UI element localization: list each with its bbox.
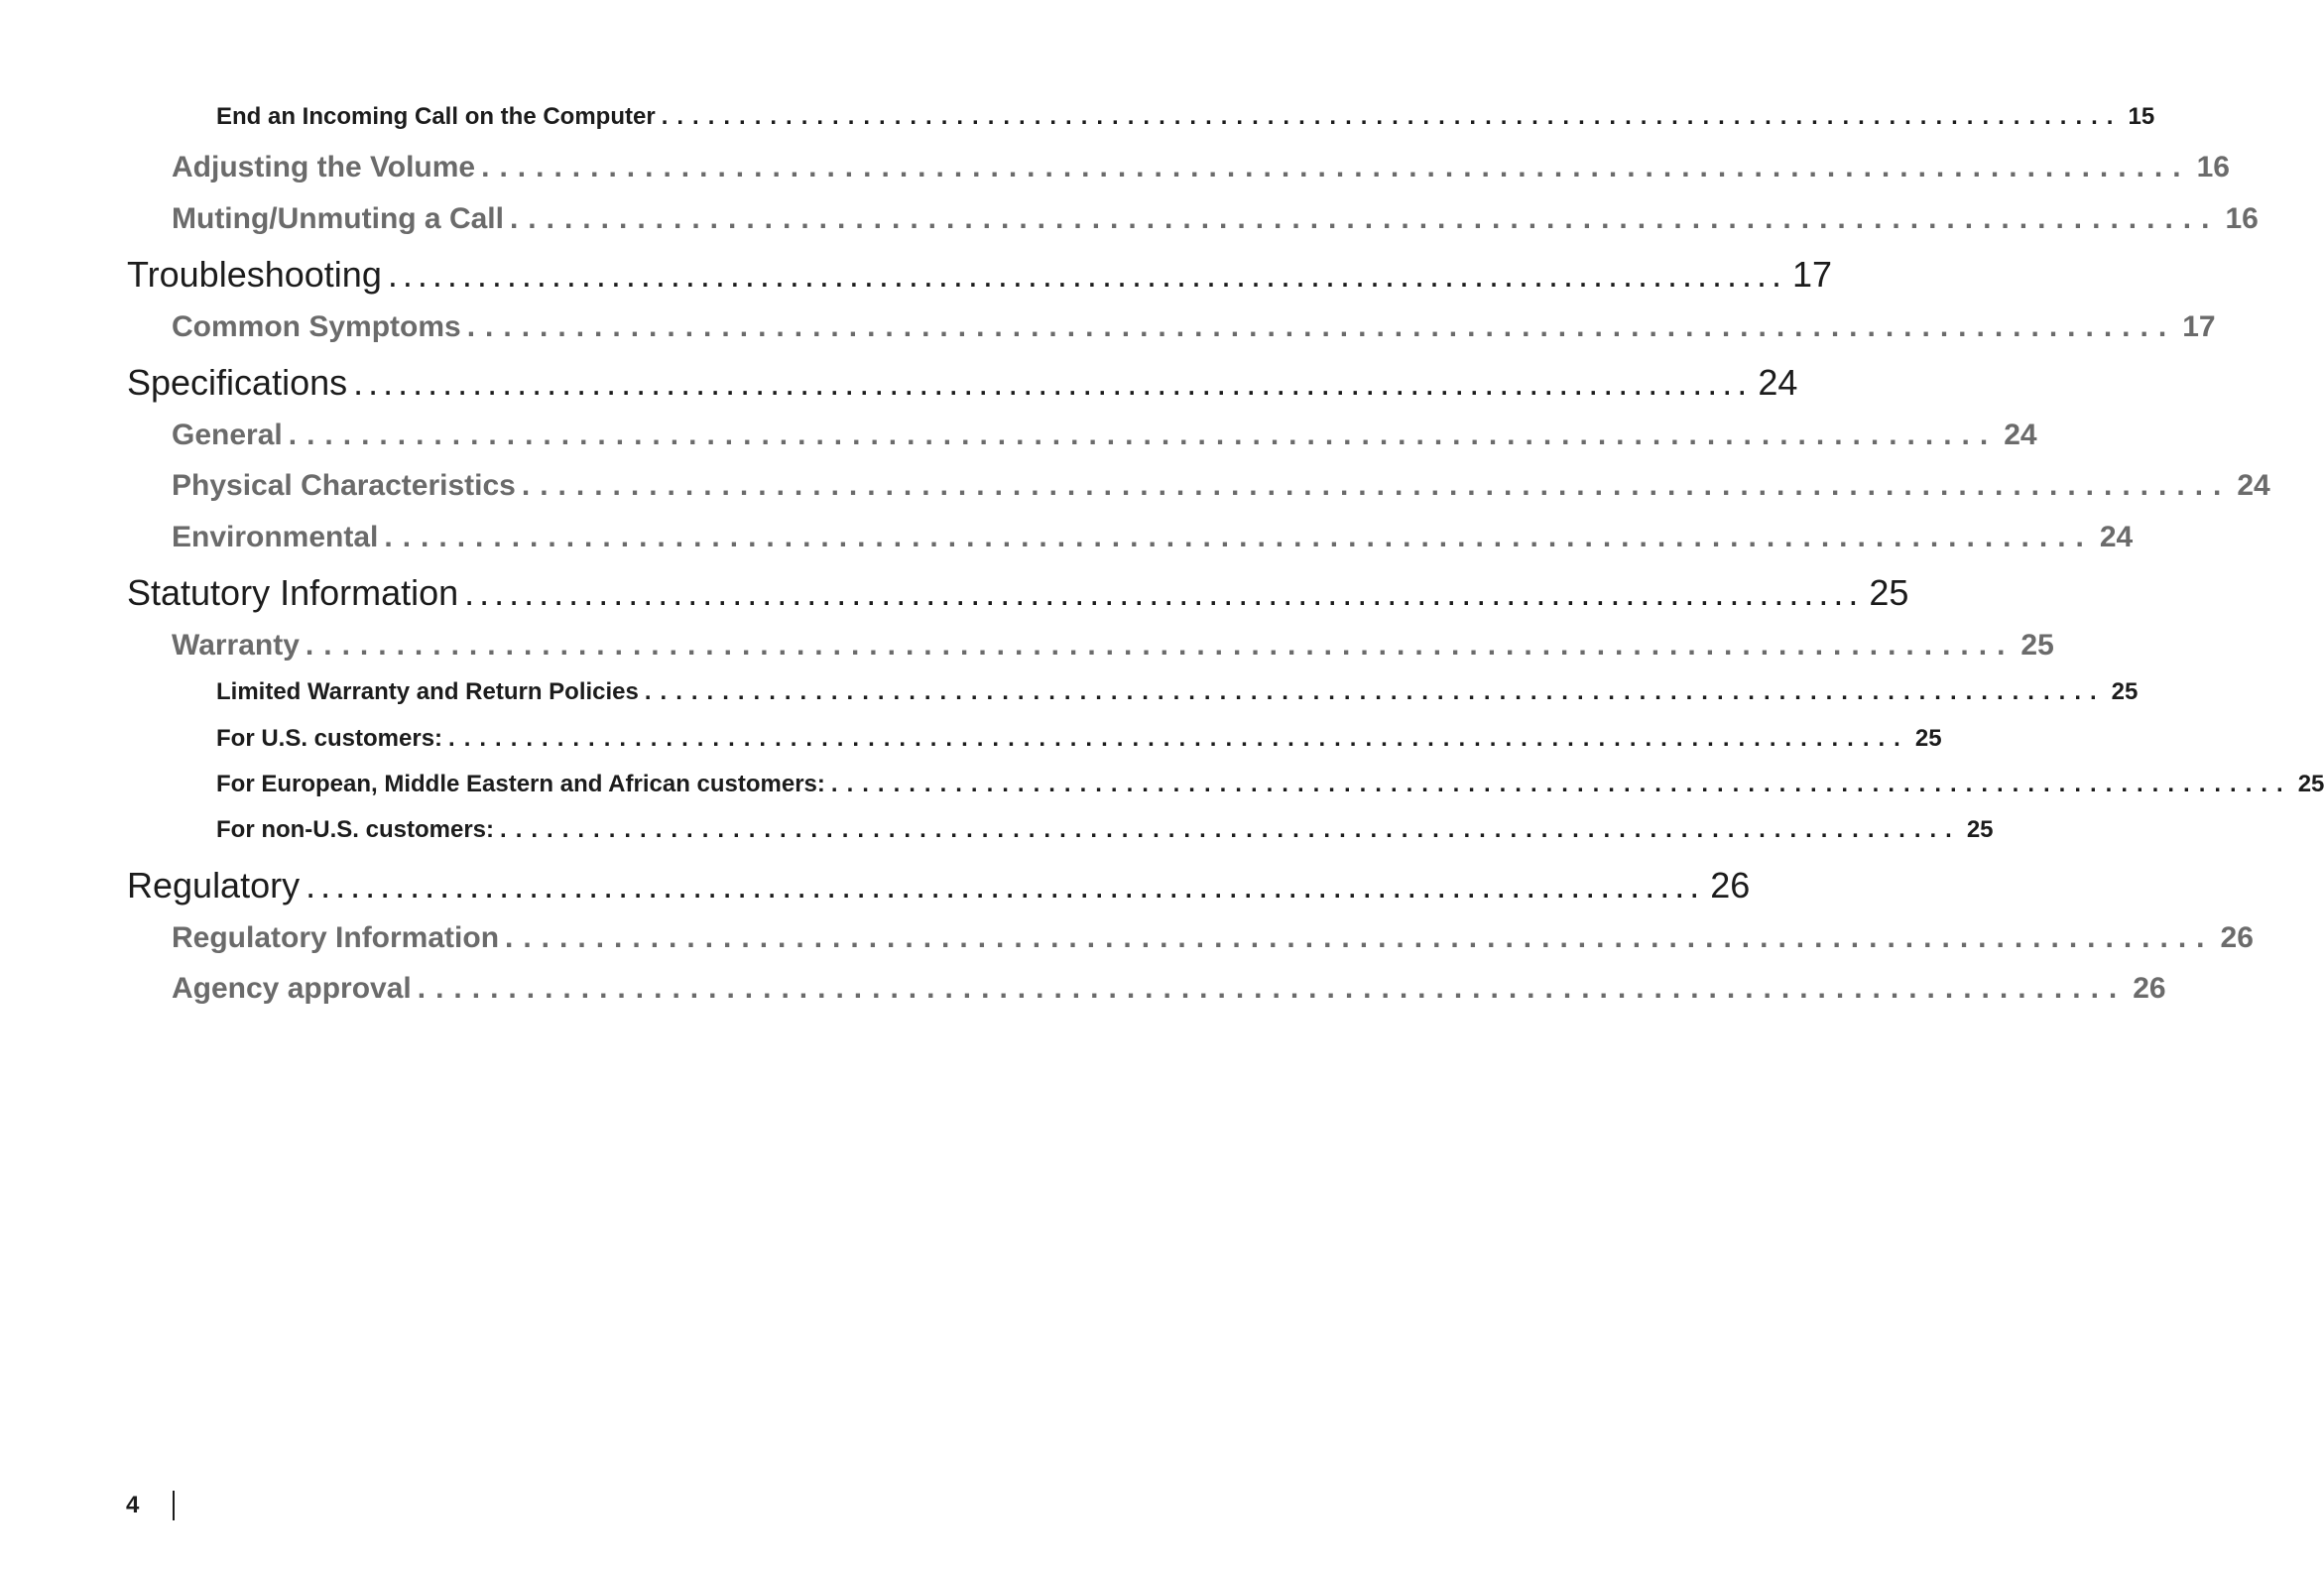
toc-entry-page: 26 (2220, 921, 2254, 954)
dot-leader: .............................................................................................. (353, 362, 1753, 403)
toc-entry-title: Environmental (172, 521, 379, 553)
dot-leader: .............................................................................................. (288, 419, 1999, 451)
toc-entry[interactable] (216, 725, 1942, 753)
dot-leader: .............................................................................................. (521, 469, 2232, 502)
toc-entry[interactable] (172, 202, 2259, 236)
toc-entry-page: 24 (2004, 419, 2037, 451)
toc-entry-page: 17 (2182, 310, 2216, 343)
dot-leader: .............................................................................................. (661, 103, 2123, 130)
toc-entry-title: For European, Middle Eastern and African customers: (216, 771, 825, 797)
footer-separator (173, 1491, 175, 1520)
toc-entry-page: 25 (1966, 816, 1994, 843)
toc-entry-title: Limited Warranty and Return Policies (216, 678, 639, 705)
toc-entry-page: 24 (2237, 469, 2270, 502)
toc-entry[interactable] (172, 151, 2230, 184)
toc-entry-title: Regulatory (127, 865, 301, 906)
toc-entry-title: End an Incoming Call on the Computer (216, 103, 656, 130)
toc-entry-page: 16 (2196, 151, 2230, 183)
dot-leader: .............................................................................................. (448, 725, 1909, 752)
dot-leader: .............................................................................................. (384, 521, 2094, 553)
toc-entry[interactable] (172, 419, 2037, 452)
toc-entry-page: 15 (2128, 103, 2155, 130)
toc-entry-page: 25 (2020, 629, 2054, 662)
toc-entry-title: For U.S. customers: (216, 725, 443, 752)
toc-entry[interactable] (172, 921, 2254, 955)
toc-entry-page: 26 (2133, 972, 2166, 1005)
toc-entry-page: 16 (2225, 202, 2259, 235)
toc-entry[interactable] (127, 362, 1798, 404)
toc-entry-title: General (172, 419, 283, 451)
page-number: 4 (126, 1492, 140, 1518)
toc-entry[interactable] (172, 469, 2270, 503)
dot-leader: .............................................................................................. (644, 678, 2106, 705)
toc-entry-page: 25 (1914, 725, 1942, 752)
toc-entry-page: 24 (2099, 521, 2134, 553)
toc-entry-title: Adjusting the Volume (172, 151, 476, 183)
dot-leader: .............................................................................................. (500, 816, 1961, 843)
dot-leader: .............................................................................................. (830, 771, 2292, 797)
toc-entry[interactable] (172, 629, 2054, 663)
toc-entry-page: 24 (1758, 362, 1798, 403)
toc-entry[interactable] (216, 103, 2155, 131)
toc-entry-title: Warranty (172, 629, 300, 662)
toc-entry[interactable] (216, 678, 2139, 706)
toc-entry[interactable] (172, 972, 2166, 1006)
toc-entry-title: Muting/Unmuting a Call (172, 202, 504, 235)
toc-entry[interactable] (127, 865, 1751, 906)
dot-leader: .............................................................................................. (481, 151, 2191, 183)
toc-entry-page: 25 (2297, 771, 2324, 797)
toc-entry[interactable] (172, 310, 2216, 344)
toc-entry-title: Common Symptoms (172, 310, 461, 343)
toc-entry-page: 26 (1710, 865, 1751, 906)
dot-leader: .............................................................................................. (306, 865, 1705, 906)
dot-leader: .............................................................................................. (509, 202, 2220, 235)
toc-entry-title: Regulatory Information (172, 921, 500, 954)
toc-entry-page: 25 (1869, 572, 1909, 613)
toc-entry-title: Physical Characteristics (172, 469, 516, 502)
dot-leader: .............................................................................................. (305, 629, 2016, 662)
dot-leader: .............................................................................................. (464, 572, 1864, 613)
toc-entry[interactable] (172, 521, 2134, 554)
dot-leader: .............................................................................................. (505, 921, 2215, 954)
toc-entry[interactable] (127, 572, 1909, 614)
toc-entry-title: Troubleshooting (127, 254, 382, 295)
toc-entry[interactable] (127, 254, 1833, 296)
toc-entry-title: Specifications (127, 362, 348, 403)
dot-leader: .............................................................................................. (387, 254, 1787, 295)
toc-entry-page: 17 (1792, 254, 1833, 295)
page-footer (126, 1491, 175, 1520)
toc-entry-title: Statutory Information (127, 572, 459, 613)
dot-leader: .............................................................................................. (466, 310, 2177, 343)
toc-entry-title: For non-U.S. customers: (216, 816, 495, 843)
toc-entry-page: 25 (2111, 678, 2139, 705)
dot-leader: .............................................................................................. (417, 972, 2128, 1005)
toc-entry[interactable] (216, 816, 1994, 844)
toc-entry[interactable] (216, 771, 2324, 798)
toc-entry-title: Agency approval (172, 972, 412, 1005)
